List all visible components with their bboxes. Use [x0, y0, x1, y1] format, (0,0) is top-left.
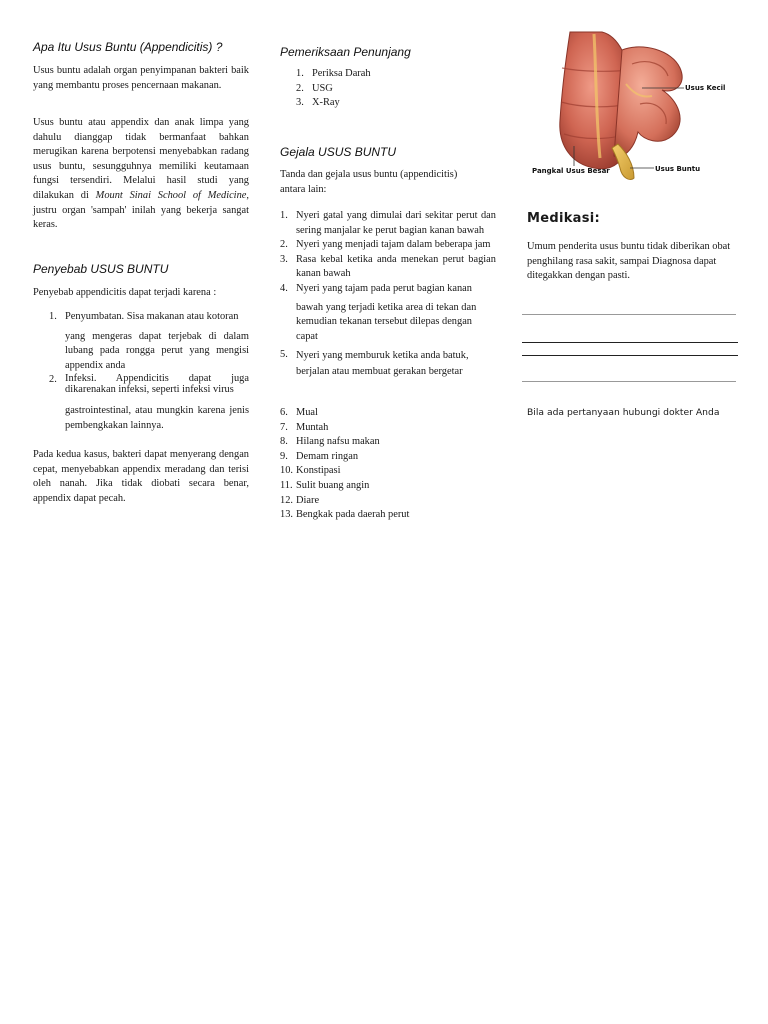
cause-description: gastrointestinal, atau mungkin karena jenis pembengkakan lainnya.	[65, 405, 249, 431]
heading-symptoms: Gejala USUS BUNTU	[280, 145, 397, 159]
symptom-text: Muntah	[296, 421, 329, 433]
list-number: 8.	[280, 436, 288, 448]
list-number: 1.	[49, 311, 57, 322]
symptom-text: Hilang nafsu makan	[296, 436, 380, 448]
exam-label: X-Ray	[312, 97, 340, 109]
symptom-text: Nyeri yang memburuk ketika anda batuk, berjalan atau membuat gerakan bergetar	[296, 350, 469, 377]
list-number: 3.	[296, 97, 304, 109]
symptom-item	[280, 508, 496, 523]
causes-intro: Penyebab appendicitis dapat terjadi karena :	[33, 287, 217, 298]
symptom-item	[280, 479, 496, 494]
appendix-anatomy-illustration	[522, 28, 752, 184]
symptom-item	[280, 406, 496, 421]
paragraph-function	[33, 116, 249, 233]
list-number: 3.	[280, 253, 288, 265]
symptom-item	[280, 348, 496, 379]
paragraph-function-text-end: , justru organ 'sampah' inilah yang bekerja sangat keras.	[33, 189, 249, 231]
label-cecum: Pangkal Usus Besar	[532, 167, 610, 175]
symptoms-list-main	[280, 209, 496, 379]
notes-line	[522, 342, 738, 343]
symptom-item	[280, 421, 496, 436]
symptom-text: Bengkak pada daerah perut	[296, 509, 410, 521]
symptom-text: Demam ringan	[296, 450, 359, 462]
label-small-intestine: Usus Kecil	[685, 84, 726, 92]
list-number: 4.	[280, 282, 288, 294]
heading-supporting-exams: Pemeriksaan Penunjang	[280, 45, 411, 59]
list-number: 2.	[49, 374, 57, 386]
exam-label: USG	[312, 82, 333, 94]
list-number: 2.	[280, 239, 288, 251]
exams-list	[296, 67, 496, 111]
label-appendix: Usus Buntu	[655, 165, 701, 173]
symptom-text-continued: bawah yang terjadi ketika area di tekan dan kemudian tekanan tersebut dilepas dengan capat	[296, 301, 477, 342]
small-intestine-shape	[614, 47, 682, 157]
cause-title: Penyumbatan. Sisa makanan atau kotoran	[65, 311, 239, 322]
list-number: 7.	[280, 421, 288, 433]
list-number: 1.	[280, 210, 288, 221]
notes-line	[522, 314, 736, 315]
list-number: 12.	[280, 494, 293, 506]
symptom-text: Nyeri yang tajam pada perut bagian kanan	[296, 282, 472, 294]
list-number: 11.	[280, 479, 293, 491]
symptom-item	[280, 450, 496, 465]
list-number: 2.	[296, 82, 304, 94]
paragraph-consequence: Pada kedua kasus, bakteri dapat menyerang dengan cepat, menyebabkan appendix meradang dan terisi oleh nanah. Jika tidak diobati secara benar, appendix dapat pecah.	[33, 449, 249, 504]
paragraph-function-text: Usus buntu atau appendix dan anak limpa yang dahulu dianggap tidak bermanfaat bahkan merugikan karena berpotensi menyebabkan radang usus buntu, sesungguhnya memiliki keutamaan fungsi tersendiri. Melalui hasil studi yang dilakukan di	[33, 117, 249, 201]
list-number: 5.	[280, 349, 288, 361]
cause-item	[49, 373, 249, 433]
list-number: 6.	[280, 407, 288, 418]
list-number: 13.	[280, 509, 293, 521]
symptom-text: Diare	[296, 494, 320, 506]
heading-medication: Medikasi:	[527, 211, 601, 226]
exam-item	[296, 67, 496, 82]
symptom-text: Mual	[296, 407, 318, 418]
notes-line	[522, 381, 736, 382]
symptom-item	[280, 494, 496, 509]
symptom-text: Nyeri gatal yang dimulai dari sekitar perut dan sering manjalar ke perut bagian kanan bawah	[296, 210, 496, 236]
list-number: 10.	[280, 465, 293, 477]
symptom-item	[280, 238, 496, 253]
paragraph-medication: Umum penderita usus buntu tidak diberikan obat penghilang rasa sakit, sampai Diagnosa dapat ditegakkan dengan pasti.	[527, 241, 731, 282]
symptom-item	[280, 282, 496, 344]
exam-label: Periksa Darah	[312, 68, 371, 79]
paragraph-definition: Usus buntu adalah organ penyimpanan bakteri baik yang membantu proses pencernaan makanan.	[33, 65, 249, 91]
notes-line	[522, 355, 738, 356]
symptom-item	[280, 464, 496, 479]
cause-item	[49, 310, 249, 373]
symptom-item	[280, 435, 496, 450]
symptom-text: Rasa kebal ketika anda menekan perut bagian kanan bawah	[296, 253, 496, 280]
list-number: 1.	[296, 68, 304, 79]
heading-what-is-appendix: Apa Itu Usus Buntu (Appendicitis) ?	[33, 40, 223, 54]
cause-title: Infeksi. Appendicitis dapat juga dikarenakan infeksi, seperti infeksi virus	[65, 373, 249, 396]
symptom-text: Konstipasi	[296, 465, 341, 477]
symptom-text: Nyeri yang menjadi tajam dalam beberapa jam	[296, 239, 491, 251]
cause-description: yang mengeras dapat terjebak di dalam lubang pada rongga perut yang mengisi appendix anda	[65, 330, 249, 371]
symptom-item	[280, 253, 496, 282]
list-number: 9.	[280, 450, 288, 462]
contact-note: Bila ada pertanyaan hubungi dokter Anda	[527, 407, 720, 418]
symptoms-list-other	[280, 406, 496, 523]
symptoms-intro: Tanda dan gejala usus buntu (appendicitis) antara lain:	[280, 169, 458, 195]
symptom-item	[280, 209, 496, 238]
institution-name: Mount Sinai School of Medicine	[95, 189, 247, 201]
causes-list	[49, 310, 249, 434]
exam-item	[296, 96, 496, 111]
heading-causes: Penyebab USUS BUNTU	[33, 262, 169, 276]
exam-item	[296, 82, 496, 97]
symptom-text: Sulit buang angin	[296, 479, 370, 491]
